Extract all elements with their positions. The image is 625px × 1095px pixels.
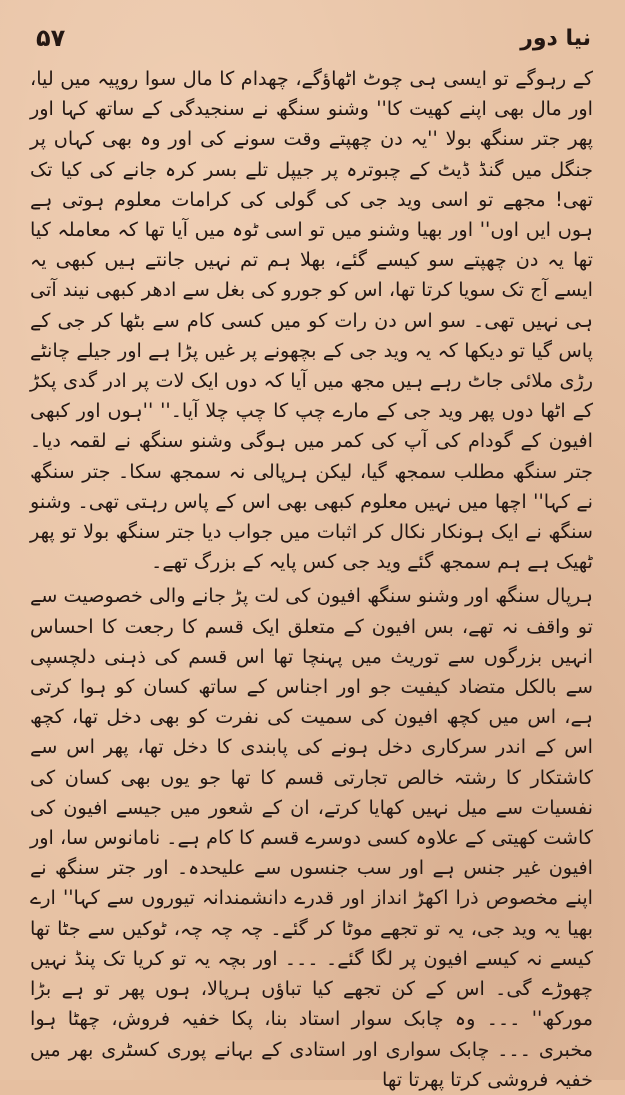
page-header: [36, 18, 591, 58]
paragraph: ہرپال سنگھ اور وشنو سنگھ افیون کی لت پڑ جانے والی خصوصیت سے تو واقف نہ تھے، بس افیون کے متعلق ایک قسم کا رجعت کا احساس انہیں بزرگوں سے توریث میں پہنچا تھا اس قسم کی ذہنی دلچسپی سے بالکل متضاد کیفیت جو اور اجناس کے ساتھ کسان کو ہوا کرتی ہے، اس میں کچھ افیون کی سمیت کی نفرت کو بھی دخل تھا، کچھ اس کے اندر سرکاری دخل ہونے کی پابندی کا دخل تھا، پھر اس سے کاشتکار کا رشتہ خالص تجارتی قسم کا تھا جو یوں بھی کسان کی نفسیات سے میل نہیں کھایا کرتے، ان کے شعور میں جیسے افیون کی کاشت کھیتی کے علاوہ کسی دوسرے قسم کا کام ہے۔ نامانوس سا، اور افیون غیر جنس ہے اور سب جنسوں سے علیحدہ۔ اور جتر سنگھ نے اپنے مخصوص ذرا اکھڑ انداز اور قدرے دانشمندانہ تیوروں سے کہا'' ارے بھیا یہ وید جی، یہ تو تجھے موٹا کر گئے۔ چہ چہ چہ، ٹوکیں سے جٹا تھا کیسے نہ کیسے افیون پر لگا گئے۔ ۔۔۔ اور بچہ یہ تو کریا تک پنڈ نہیں چھوڑے گی۔ اس کے کن تجھے کیا تباؤں ہرپالا، ہوں پھر تو ہے بڑا مورکھ'' ۔۔۔ وہ چابک سوار استاد بنا، پکا خفیہ فروش، چھٹا ہوا مخبری ۔۔۔ چابک سواری اور استادی کے بہانے پوری کسٹری بھر میں خفیہ فروشی کرتا پھرتا تھا: [30, 584, 593, 1091]
page-number: ۵۷: [36, 24, 66, 52]
body-text: [30, 64, 593, 1091]
paragraph: کے رہوگے تو ایسی ہی چوٹ اٹھاؤگے، چھدام کا مال سوا روپیہ میں لیا، اور مال بھی اپنے کھیت کا'' وشنو سنگھ نے سنجیدگی کے ساتھ کہا اور پھر جتر سنگھ بولا ''یہ دن چھپتے وقت سونے کی اور وہ بھی کہاں پر جنگل میں گنڈ ڈیٹ کے چبوترہ پر جیپل تلے بسر کرہ جانے کی کیا تک تھی! مجھے تو اسی وید جی کی گولی کی کرامات معلوم ہوتی ہے ہوں ایں اوں'' اور بھیا وشنو میں تو اسی ٹوہ میں آیا تھا کہ معاملہ کیا تھا یہ دن چھپتے سو کیسے گئے، بھلا ہم تم نہیں جانتے ہیں کبھی یہ ایسے آج تک سویا کرتا تھا، اس کو جورو کی بغل سے ادھر کبھی نیند آتی ہی نہیں تھی۔ سو اس دن رات کو میں کسی کام سے بٹھا کر جی کے پاس گیا تو دیکھا کہ یہ وید جی کے بچھونے پر غیں پڑا ہے اور جیلے چانٹے رڑی ملائی جاٹ رہے ہیں مجھ میں آیا کہ دوں ایک لات پر ادر گدی پکڑ کے اٹھا دوں پھر وید جی کے مارے چپ کا چپ چلا آیا۔'' ''ہوں اور کبھی افیون کے گودام کی آپ کی کمر میں ہوگی وشنو سنگھ نے لقمہ دیا۔ جتر سنگھ مطلب سمجھ گیا، لیکن ہرپالی نہ سمجھ سکا۔ جتر سنگھ نے کہا'' اچھا میں نہیں معلوم کبھی بھی اس کے پاس رہتی تھی۔ وشنو سنگھ نے ایک ہونکار نکال کر اثبات میں جواب دیا جتر سنگھ بولا تو پھر ٹھیک ہے ہم سمجھ گئے وید جی کس پایہ کے بزرگ تھے۔: [30, 67, 593, 574]
journal-name: نیا دور: [520, 25, 591, 51]
